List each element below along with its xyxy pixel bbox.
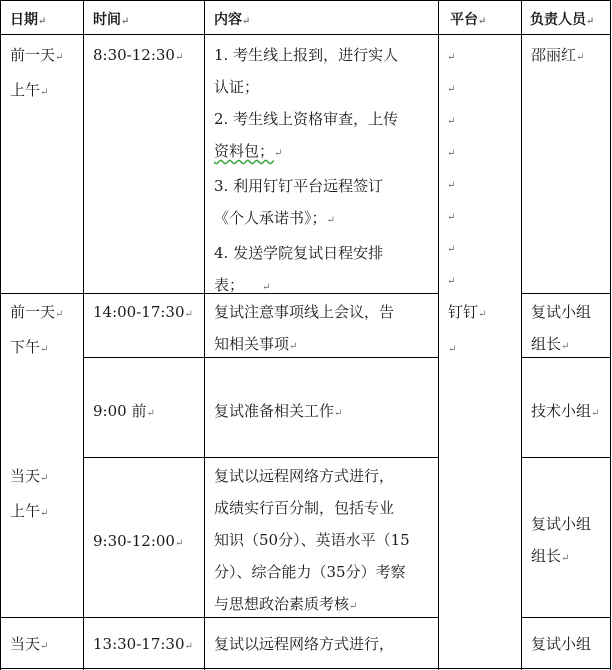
row4-content: 复试以远程网络方式进行， 成绩实行百分制，包括专业 知识（50分）、英语水平（15 分）、综合能力（35分）考察 与思想政治素质考核↵ xyxy=(214,467,410,613)
row5-date: 当天↵ xyxy=(10,635,49,653)
row2-content: 复试注意事项线上会议，告 知相关事项↵ xyxy=(214,303,395,353)
row3-person: 技术小组↵ xyxy=(531,402,600,420)
row5-time: 13:30-17:30↵ xyxy=(93,635,193,653)
row3-time: 9:00 前↵ xyxy=(93,402,155,420)
header-person: 负责人员↵ xyxy=(530,12,595,28)
row4-date: 当天↵ 上午↵ xyxy=(10,467,49,520)
row1-date: 前一天↵ 上午↵ xyxy=(10,46,64,99)
header-date: 日期↵ xyxy=(10,12,47,28)
header-content: 内容↵ xyxy=(214,12,251,28)
row5-content: 复试以远程网络方式进行， xyxy=(214,635,395,653)
row5-person: 复试小组 xyxy=(531,635,592,653)
header-platform: 平台↵ xyxy=(450,12,487,28)
row4-person: 复试小组 组长↵ xyxy=(531,515,592,565)
row2-person: 复试小组 组长↵ xyxy=(531,303,592,353)
row1-time: 8:30-12:30↵ xyxy=(93,46,184,64)
header-time: 时间↵ xyxy=(93,12,130,28)
row4-time: 9:30-12:00↵ xyxy=(93,532,184,550)
row2-date: 前一天↵ 下午↵ xyxy=(10,303,64,356)
row1-content: 1. 考生线上报到，进行实人 认证； 2. 考生线上资格审查，上传 资料包；↵ 3. 利用钉钉平台远程签订 《个人承诺书》；↵ 4. 发送学院复试日程安排 表； ↵ xyxy=(214,46,399,294)
row3-content: 复试准备相关工作↵ xyxy=(214,402,343,420)
row1-person: 邵丽红↵ xyxy=(531,46,585,64)
platform-cell: 钉钉↵ ↵ xyxy=(448,303,487,355)
schedule-table: 日期↵ 时间↵ 内容↵ 平台↵ 负责人员↵ 前一天↵ 上午↵ 8:30-12:30↵ 1. 考生线上报到，进行实人 认证； 2. 考生线上资格审查，上传 资料包；↵ 3. 利用钉钉平台远程签订 《个人承诺书》；↵ 4. 发送学院复试日程安排 表； ↵ 邵丽红↵ ↵ ↵ ↵ ↵ ↵ ↵ ↵ ↵ 前一天↵ 下午↵ 14:00-17:30↵ 复试注意事项线上会议，告 知相关事项↵ 钉钉↵ ↵ 复试小组 组长↵ 9:00 前↵ 复试准备相关工作↵ 技术小组↵ 当天↵ 上午↵ 9:30-12:00↵ 复试以远程网络方式进行， 成绩实行百分制，包括专业 知识（50分）、英语水平（15 分）、综合能力（35分）考察 与思想政治素质考核↵ 复试小组 组长↵ 当天↵ 13:30-17:30↵ 复试以远程网络方式进行， 复试小组 xyxy=(0,0,612,670)
row2-time: 14:00-17:30↵ xyxy=(93,303,193,321)
